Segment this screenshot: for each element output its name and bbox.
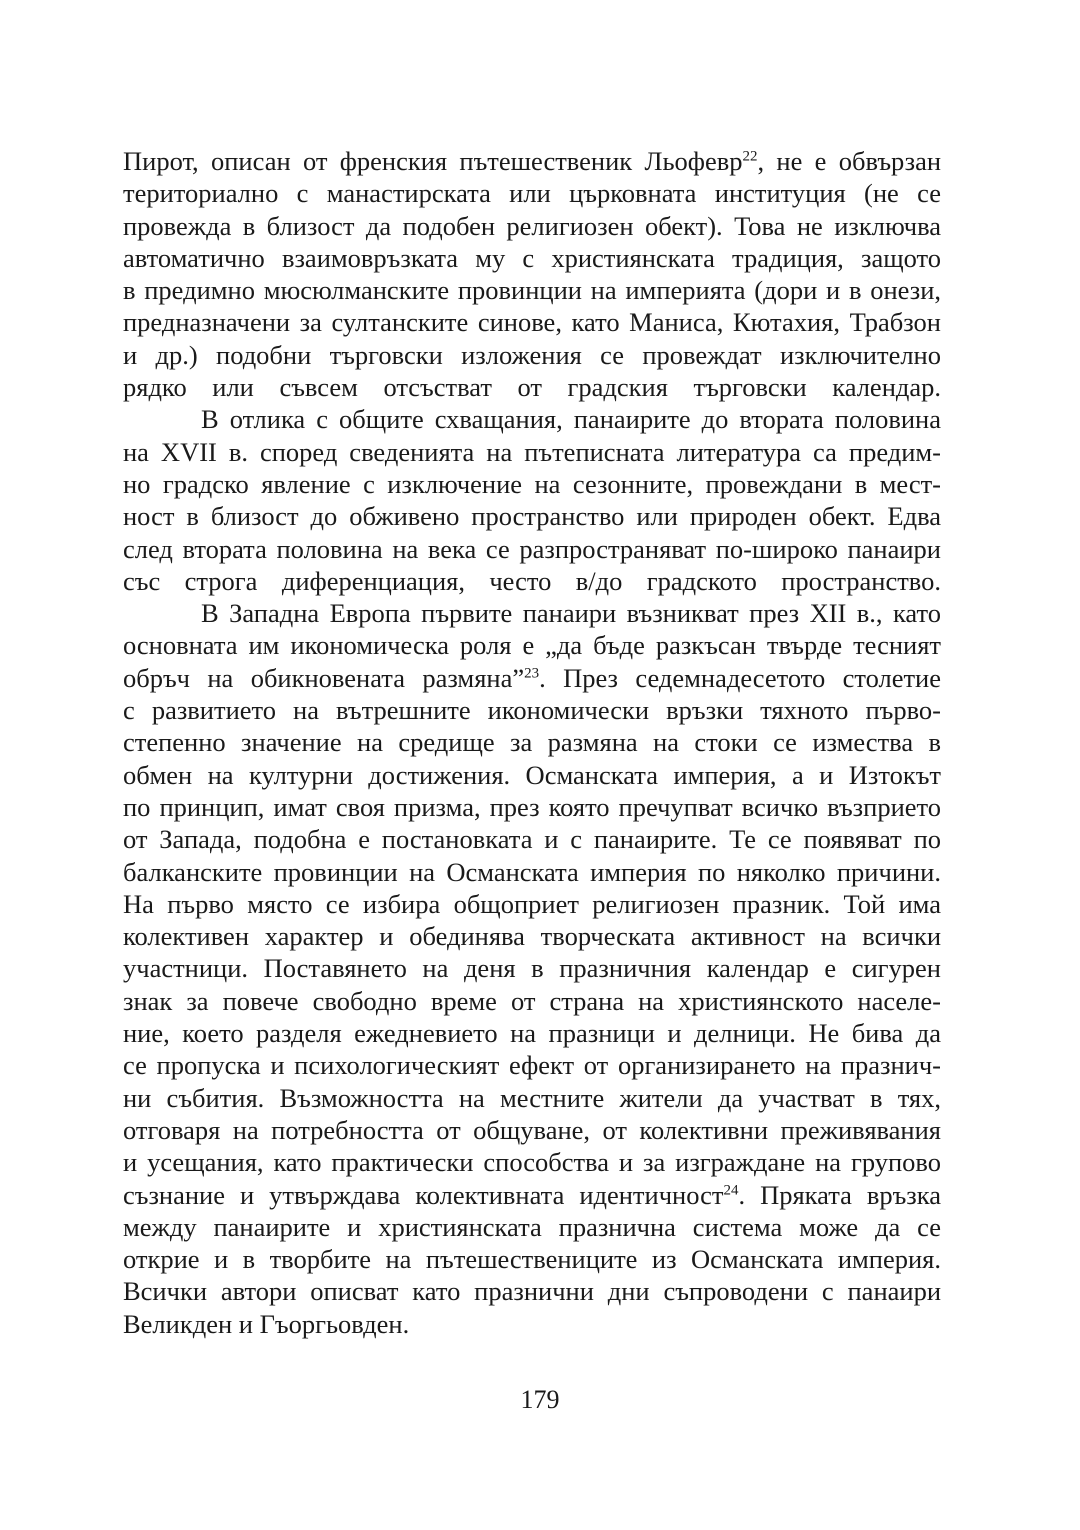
text-line [123, 888, 941, 920]
text-line [123, 1275, 941, 1307]
text-span: отговаря на потребността от общуване, от колективни преживявания [123, 1114, 941, 1145]
footnote-marker: 24 [723, 1181, 739, 1198]
text-line [123, 597, 941, 629]
text-line [123, 1082, 941, 1114]
text-span: но градско явление с изключение на сезонните, провеждани в мест- [123, 468, 941, 499]
text-line [123, 274, 941, 306]
text-line [123, 565, 941, 597]
text-span: в предимно мюсюлманските провинции на империята (дори и в онези, [123, 275, 941, 306]
text-line [123, 1179, 941, 1211]
text-span: открие и в творбите на пътешествениците из Османската империя. [123, 1244, 941, 1275]
text-line [123, 1211, 941, 1243]
text-span: . Пряката връзка [738, 1179, 941, 1210]
text-line [123, 920, 941, 952]
text-span: . През седемнадесетото столетие [539, 662, 941, 693]
text-span: рядко или съвсем отсъстват от градския търговски календар. [123, 372, 941, 403]
text-span: В отлика с общите схващания, панаирите до втората половина [201, 404, 941, 435]
text-span: основната им икономическа роля е „да бъде разкъсан твърде тесният [123, 630, 941, 661]
text-span: На първо място се избира общоприет религиозен празник. Той има [123, 888, 941, 919]
text-span: ни събития. Възможността на местните жители да участват в тях, [123, 1082, 941, 1113]
text-line [123, 1243, 941, 1275]
text-span: със строга диференциация, често в/до градското пространство. [123, 565, 941, 596]
text-span: Пирот, описан от френския пътешественик Льофевр [123, 146, 743, 176]
text-span: обръч на обикновената размяна” [123, 662, 525, 693]
text-line [123, 500, 941, 532]
text-span: колективен характер и обединява творческата активност на всички [123, 921, 941, 952]
text-span: Великден и Гъоргьовден. [123, 1308, 410, 1339]
text-span: и усещания, като практически способства и за изграждане на групово [123, 1147, 941, 1178]
text-span: степенно значение на средище за размяна на стоки се измества в [123, 727, 941, 758]
text-line [123, 177, 941, 209]
text-span: В Западна Европа първите панаири възникват през XII в., като [201, 598, 941, 629]
text-line [123, 791, 941, 823]
text-span: участници. Поставянето на деня в празничния календар е сигурен [123, 953, 941, 984]
text-span: между панаирите и християнската празнична система може да се [123, 1211, 941, 1242]
text-line [123, 1049, 941, 1081]
text-span: по принцип, имат своя призма, през която пречупват всичко възприето [123, 791, 941, 822]
text-line [123, 662, 941, 694]
text-span: провежда в близост да подобен религиозен обект). Това не изключва [123, 210, 941, 241]
text-line [123, 629, 941, 661]
text-span: знак за повече свободно време от страна на християнското населе- [123, 985, 941, 1016]
text-span: съзнание и утвърждава колективната идентичност [123, 1179, 724, 1210]
text-line [123, 985, 941, 1017]
text-span: балканските провинции на Османската империя по няколко причини. [123, 856, 941, 887]
page-number: 179 [520, 1385, 560, 1414]
text-line [123, 210, 941, 242]
text-span: ност в близост до обживено пространство или природен обект. Едва [123, 501, 941, 532]
text-span: с развитието на вътрешните икономически връзки тяхното първо- [123, 695, 941, 726]
text-span: териториално с манастирската или църковната институция (не се [123, 178, 941, 209]
text-span: предназначени за султанските синове, като Маниса, Кютахия, Трабзон [123, 307, 941, 338]
text-line [123, 1146, 941, 1178]
text-span: , не е обвързан [757, 146, 942, 176]
footnote-marker: 22 [742, 148, 758, 165]
text-span: обмен на културни достижения. Османската империя, а и Изтокът [123, 759, 941, 790]
text-line [123, 242, 941, 274]
text-line [123, 306, 941, 338]
text-line [123, 145, 941, 177]
text-span: се пропуска и психологическият ефект от организирането на празнич- [123, 1050, 941, 1081]
text-line [123, 1308, 941, 1340]
text-span: ние, което разделя ежедневието на празници и делници. Не бива да [123, 1018, 941, 1049]
text-line [123, 952, 941, 984]
text-span: Всички автори описват като празнични дни съпроводени с панаири [123, 1276, 941, 1307]
text-line [123, 856, 941, 888]
text-line [123, 759, 941, 791]
text-span: автоматично взаимовръзката му с християнската традиция, защото [123, 242, 941, 273]
text-line [123, 823, 941, 855]
body-text [123, 145, 941, 1340]
text-span: от Запада, подобна е постановката и с панаирите. Те се появяват по [123, 824, 941, 855]
text-line [123, 339, 941, 371]
text-span: след втората половина на века се разпространяват по-широко панаири [123, 533, 941, 564]
text-line [123, 371, 941, 403]
text-line [123, 726, 941, 758]
footnote-marker: 23 [524, 665, 540, 681]
text-line [123, 1017, 941, 1049]
text-line [123, 403, 941, 435]
text-line [123, 694, 941, 726]
text-line [123, 436, 941, 468]
text-span: и др.) подобни търговски изложения се провеждат изключително [123, 339, 941, 370]
text-line [123, 468, 941, 500]
text-line [123, 1114, 941, 1146]
text-span: на XVII в. според сведенията на пътеписната литература са предим- [123, 436, 941, 467]
text-line [123, 533, 941, 565]
